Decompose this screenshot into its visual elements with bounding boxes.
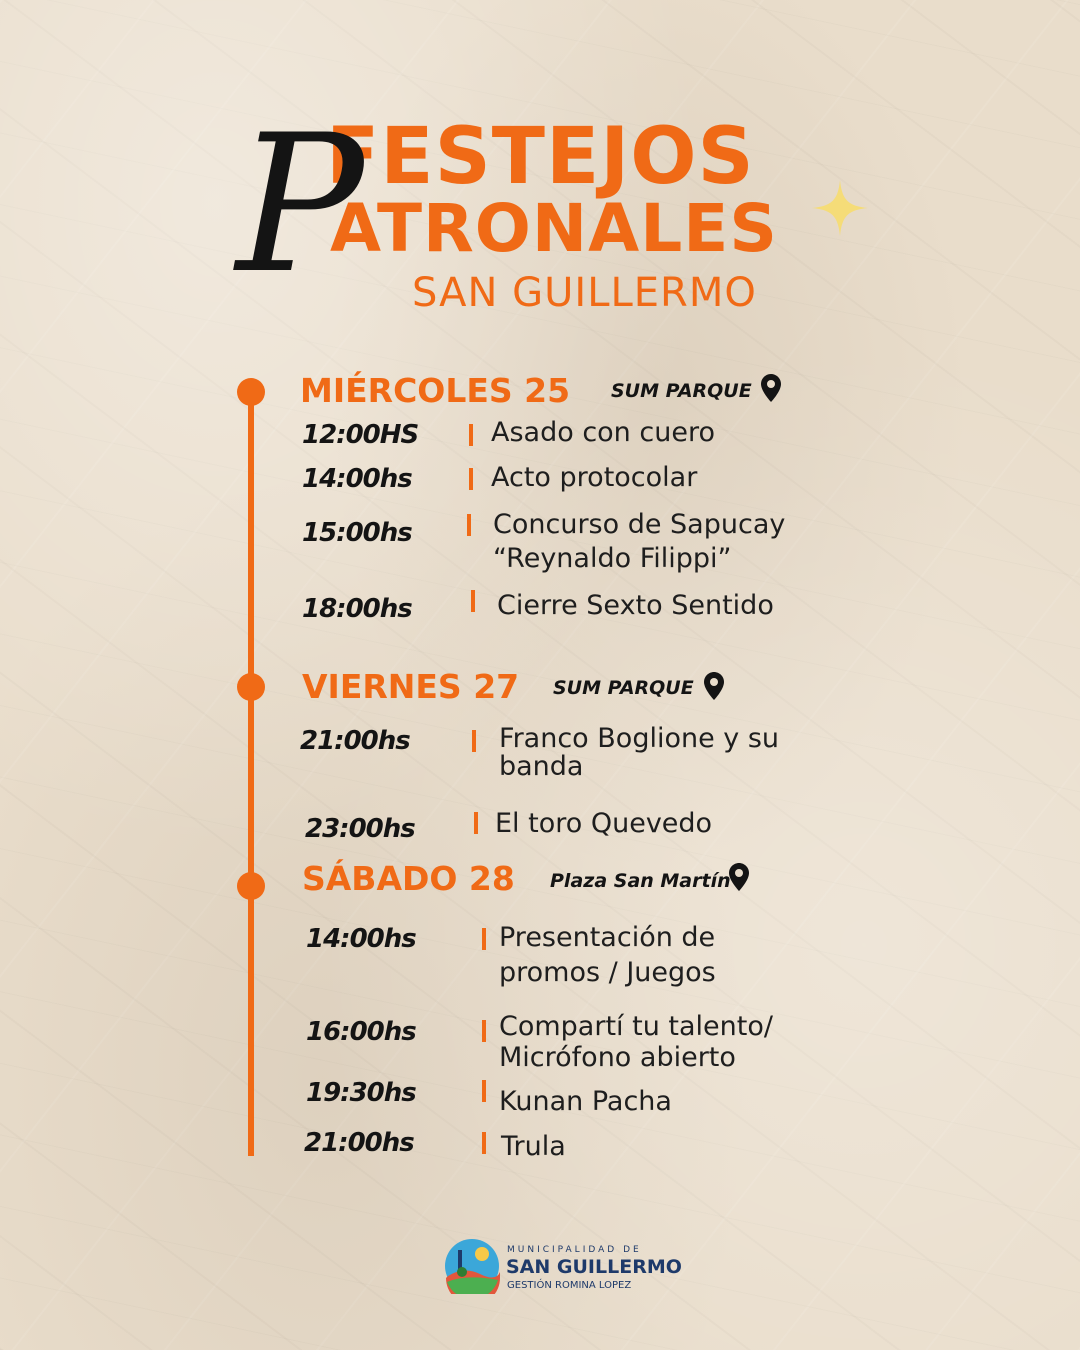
event-separator	[472, 730, 476, 752]
event-title: Trula	[501, 1131, 566, 1162]
municipal-logo-emblem	[444, 1238, 500, 1299]
event-separator	[482, 1080, 486, 1102]
map-pin-icon	[729, 863, 749, 891]
subtitle-san-guillermo: SAN GUILLERMO	[412, 270, 757, 316]
logo-top-text: MUNICIPALIDAD DE	[507, 1245, 642, 1255]
event-title-line2: Micrófono abierto	[499, 1042, 736, 1073]
event-separator	[469, 424, 473, 446]
sparkle-icon	[812, 180, 868, 241]
event-separator	[474, 812, 478, 834]
event-title: Franco Boglione y su	[499, 723, 780, 754]
event-title: El toro Quevedo	[495, 808, 713, 839]
timeline-line	[248, 390, 254, 1156]
event-title: Kunan Pacha	[499, 1086, 672, 1117]
map-pin-icon	[704, 672, 724, 700]
timeline-dot	[237, 673, 265, 701]
title-patronales: ATRONALES	[330, 190, 778, 267]
map-pin-icon	[761, 374, 781, 402]
timeline-dot	[237, 872, 265, 900]
event-title-line2: promos / Juegos	[499, 957, 716, 988]
event-title: Concurso de Sapucay	[493, 509, 786, 540]
event-time: 14:00hs	[302, 464, 412, 494]
venue-label: SUM PARQUE	[553, 677, 694, 699]
event-title: Cierre Sexto Sentido	[497, 590, 774, 621]
event-time: 12:00HS	[302, 420, 419, 450]
event-time: 21:00hs	[300, 726, 410, 756]
venue-label: SUM PARQUE	[611, 380, 752, 402]
day-heading: VIERNES 27	[302, 667, 520, 706]
event-time: 14:00hs	[306, 924, 416, 954]
event-separator	[482, 928, 486, 950]
event-time: 23:00hs	[305, 814, 415, 844]
event-title: Compartí tu talento/	[499, 1011, 773, 1042]
event-time: 16:00hs	[306, 1017, 416, 1047]
event-time: 15:00hs	[302, 518, 412, 548]
title-festejos: FESTEJOS	[326, 112, 755, 202]
event-title-line2: banda	[499, 751, 584, 782]
event-title: Presentación de	[499, 922, 716, 953]
event-separator	[467, 514, 471, 536]
timeline-dot	[237, 378, 265, 406]
day-heading: MIÉRCOLES 25	[300, 371, 571, 410]
event-separator	[469, 468, 473, 490]
day-heading: SÁBADO 28	[302, 859, 515, 898]
event-title: Asado con cuero	[491, 417, 715, 448]
event-time: 21:00hs	[304, 1128, 414, 1158]
venue-label: Plaza San Martín	[550, 870, 731, 892]
logo-subtitle: GESTIÓN ROMINA LOPEZ	[507, 1280, 632, 1291]
logo-name: SAN GUILLERMO	[506, 1256, 682, 1278]
event-separator	[482, 1020, 486, 1042]
title-script-p: P	[236, 94, 364, 315]
event-title: Acto protocolar	[491, 462, 698, 493]
event-separator	[471, 590, 475, 612]
event-title-line2: “Reynaldo Filippi”	[493, 543, 732, 574]
event-time: 18:00hs	[302, 594, 412, 624]
event-separator	[482, 1132, 486, 1154]
event-time: 19:30hs	[306, 1078, 416, 1108]
